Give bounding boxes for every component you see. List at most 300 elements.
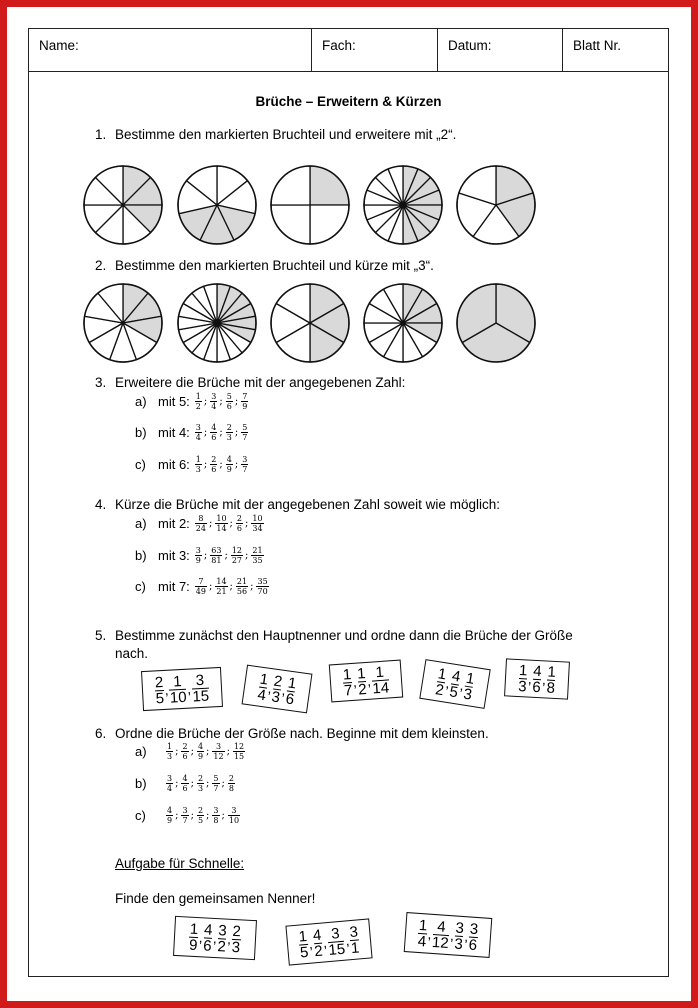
numerator: 1	[547, 663, 557, 681]
numerator: 4	[203, 920, 213, 939]
fraction	[532, 663, 542, 694]
header-row	[29, 29, 668, 72]
denominator: 5	[197, 816, 204, 825]
separator: ;	[190, 746, 194, 757]
denominator: 6	[182, 784, 188, 793]
separator: ,	[226, 930, 232, 947]
t3_items-item-b	[135, 423, 248, 442]
denominator: 8	[228, 784, 234, 793]
separator: ,	[352, 673, 358, 690]
name-label: Name:	[39, 38, 79, 53]
numerator: 12	[233, 742, 245, 751]
separator: ;	[203, 550, 208, 561]
numerator: 4	[450, 667, 462, 686]
denominator: 9	[226, 465, 232, 474]
denominator: 3	[517, 677, 527, 695]
numerator: 3	[217, 921, 228, 940]
separator: ;	[206, 810, 210, 821]
separator: ;	[208, 581, 213, 592]
separator: ,	[281, 681, 288, 699]
task-1: 1. Bestimme den markierten Bruchteil und erweitere mit „2“.	[95, 127, 457, 142]
numerator: 3	[195, 423, 201, 432]
numerator: 4	[211, 423, 217, 432]
numerator: 5	[213, 774, 219, 783]
denominator: 6	[211, 465, 217, 474]
row2-pie-5	[455, 282, 537, 364]
item-label: b)	[135, 425, 147, 440]
t6_items-item-a	[135, 742, 245, 761]
page-title: Brüche – Erweitern & Kürzen	[255, 94, 442, 109]
fraction	[349, 924, 360, 956]
numerator: 10	[252, 514, 263, 523]
numerator: 1	[189, 920, 199, 938]
numerator: 3	[195, 546, 201, 555]
denominator: 3	[270, 687, 282, 706]
denominator: 3	[197, 784, 204, 793]
t5-cards-card-4	[419, 659, 490, 709]
denominator: 3	[195, 465, 201, 474]
separator: ,	[366, 672, 372, 689]
row2-pie-1	[82, 282, 164, 364]
fast-task-heading: Aufgabe für Schnelle:	[115, 856, 245, 871]
item-label: c)	[135, 457, 146, 472]
numerator: 4	[532, 662, 543, 680]
fraction	[468, 921, 478, 953]
item-label: a)	[135, 516, 147, 531]
fraction	[212, 742, 224, 761]
separator: ;	[226, 746, 230, 757]
numerator: 2	[154, 673, 164, 691]
numerator: 2	[232, 922, 242, 940]
fast-cards-card-3	[404, 912, 493, 958]
denominator: 35	[252, 556, 263, 565]
item-label: b)	[135, 776, 147, 791]
subject-field[interactable]	[312, 29, 438, 71]
separator: ,	[541, 671, 547, 688]
numerator: 4	[312, 926, 322, 944]
row2-pie-4	[362, 282, 444, 364]
row1-pie-1	[82, 164, 164, 246]
denominator: 9	[242, 402, 248, 411]
separator: ,	[527, 670, 533, 687]
numerator: 21	[252, 546, 263, 555]
fraction	[228, 806, 240, 825]
separator: ;	[190, 810, 194, 821]
fraction	[166, 806, 173, 825]
row1-pie-5	[455, 164, 537, 246]
fraction	[197, 742, 204, 761]
denominator: 81	[211, 556, 222, 565]
separator: ,	[463, 928, 469, 945]
denominator: 6	[202, 936, 213, 955]
denominator: 34	[252, 524, 263, 533]
fraction	[251, 514, 263, 533]
row1-pie-2	[176, 164, 258, 246]
separator: ,	[212, 929, 218, 947]
denominator: 7	[242, 465, 248, 474]
denominator: 6	[182, 752, 188, 761]
separator: ;	[175, 746, 179, 757]
denominator: 14	[216, 524, 227, 533]
worksheet	[7, 7, 691, 1001]
separator: ;	[229, 518, 233, 529]
task-4: 4. Kürze die Brüche mit der angegebenen Zahl soweit wie möglich:	[95, 497, 500, 512]
denominator: 8	[546, 679, 556, 697]
fraction	[197, 774, 204, 793]
numerator: 4	[226, 455, 232, 464]
separator: ,	[308, 935, 314, 952]
numerator: 1	[195, 455, 201, 464]
denominator: 3	[231, 938, 241, 956]
separator: ,	[427, 925, 433, 942]
denominator: 2	[357, 680, 368, 699]
denominator: 9	[195, 556, 201, 565]
fraction	[212, 806, 219, 825]
fraction	[215, 577, 227, 596]
item-label: c)	[135, 579, 146, 594]
numerator: 1	[297, 927, 308, 946]
denominator: 14	[371, 678, 390, 698]
denominator: 2	[195, 402, 201, 411]
denominator: 27	[231, 556, 243, 565]
subject-label: Fach:	[322, 38, 356, 53]
numerator: 1	[518, 661, 528, 679]
row2-pie-2	[176, 282, 258, 364]
fraction	[226, 423, 233, 442]
fraction	[215, 514, 227, 533]
fraction	[546, 664, 556, 695]
denominator: 6	[468, 935, 478, 954]
separator: ;	[234, 459, 239, 470]
row2-pie-3	[269, 282, 351, 364]
denominator: 6	[284, 689, 296, 708]
numerator: 5	[242, 423, 248, 432]
t3_items-item-a	[135, 392, 248, 411]
numerator: 1	[436, 664, 448, 683]
multiplier-label: mit 5:	[158, 394, 190, 409]
fraction	[226, 392, 233, 411]
fraction	[181, 806, 188, 825]
numerator: 3	[348, 922, 359, 941]
numerator: 3	[167, 774, 173, 783]
fraction	[166, 742, 173, 761]
separator: ,	[164, 681, 169, 698]
separator: ;	[229, 581, 233, 592]
numerator: 1	[418, 916, 428, 935]
numerator: 3	[469, 920, 479, 938]
separator: ;	[203, 459, 208, 470]
denominator: 4	[256, 685, 268, 704]
fraction	[197, 806, 204, 825]
multiplier-label: mit 7:	[158, 579, 190, 594]
denominator: 3	[226, 433, 232, 442]
numerator: 4	[197, 742, 204, 751]
denominator: 15	[233, 752, 245, 761]
date-field[interactable]	[438, 29, 563, 71]
fraction	[181, 774, 188, 793]
item-label: b)	[135, 548, 147, 563]
row1-pie-4	[362, 164, 444, 246]
numerator: 21	[236, 577, 248, 586]
fraction	[371, 664, 390, 696]
separator: ,	[322, 934, 328, 951]
numerator: 2	[272, 672, 284, 691]
fraction	[195, 577, 207, 596]
numerator: 1	[464, 669, 476, 688]
separator: ;	[206, 746, 210, 757]
fraction	[357, 666, 367, 698]
worksheet-frame	[28, 28, 669, 977]
fast-task-instruction: Finde den gemeinsamen Nenner!	[115, 891, 316, 906]
denominator: 5	[299, 943, 310, 962]
denominator: 6	[531, 678, 542, 696]
task-3: 3. Erweitere die Brüche mit der angegebenen Zahl:	[95, 375, 406, 390]
denominator: 24	[195, 524, 206, 533]
fraction	[256, 577, 268, 596]
fraction	[166, 774, 173, 793]
numerator: 12	[231, 546, 243, 555]
denominator: 56	[236, 587, 248, 596]
separator: ;	[190, 778, 194, 789]
numerator: 4	[182, 774, 188, 783]
denominator: 10	[169, 688, 188, 707]
numerator: 2	[211, 455, 217, 464]
separator: ;	[206, 778, 210, 789]
fraction	[236, 577, 248, 596]
separator: ;	[175, 778, 179, 789]
fraction	[195, 514, 207, 533]
denominator: 15	[327, 940, 346, 959]
denominator: 7	[213, 784, 219, 793]
numerator: 3	[242, 455, 248, 464]
t4_items-item-a	[135, 514, 264, 533]
t5-cards-card-5	[504, 658, 570, 699]
denominator: 8	[213, 816, 219, 825]
numerator: 3	[213, 806, 219, 815]
fraction	[210, 546, 222, 565]
denominator: 12	[213, 752, 224, 761]
denominator: 4	[195, 433, 201, 442]
denominator: 2	[217, 937, 227, 956]
fraction	[195, 455, 202, 474]
fraction	[210, 455, 217, 474]
fraction	[241, 423, 248, 442]
denominator: 1	[350, 938, 361, 957]
item-label: a)	[135, 394, 147, 409]
numerator: 3	[231, 806, 237, 815]
separator: ;	[219, 459, 223, 470]
denominator: 9	[188, 936, 198, 954]
t5-cards-card-2	[242, 665, 313, 714]
denominator: 6	[211, 433, 217, 442]
numerator: 10	[216, 514, 227, 523]
fraction	[195, 423, 202, 442]
denominator: 5	[448, 682, 460, 701]
row1-pie-3	[269, 164, 351, 246]
separator: ;	[234, 396, 239, 407]
fraction	[226, 455, 233, 474]
numerator: 63	[211, 546, 222, 555]
t4_items-item-b	[135, 546, 264, 565]
t6_items-item-c	[135, 806, 240, 825]
numerator: 8	[198, 514, 204, 523]
numerator: 3	[211, 392, 217, 401]
fraction	[241, 455, 248, 474]
numerator: 2	[197, 774, 204, 783]
t6_items-item-b	[135, 774, 235, 793]
fraction	[312, 927, 323, 959]
denominator: 12	[431, 933, 450, 952]
t3_items-item-c	[135, 455, 248, 474]
separator: ,	[444, 674, 452, 692]
fraction	[285, 675, 298, 707]
denominator: 6	[236, 524, 243, 533]
numerator: 4	[167, 806, 173, 815]
fraction	[342, 667, 352, 699]
fraction	[431, 918, 450, 950]
fraction	[241, 392, 248, 411]
fraction	[231, 546, 243, 565]
separator: ;	[203, 427, 208, 438]
fraction	[463, 670, 476, 702]
separator: ;	[245, 518, 249, 529]
fraction	[189, 921, 199, 952]
numerator: 1	[258, 670, 270, 689]
denominator: 3	[453, 934, 464, 953]
fraction	[191, 672, 209, 704]
numerator: 7	[198, 577, 204, 586]
fraction	[231, 923, 241, 954]
separator: ;	[208, 518, 213, 529]
fraction	[228, 774, 235, 793]
task-6: 6. Ordne die Brüche der Größe nach. Beginne mit dem kleinsten.	[95, 726, 489, 741]
denominator: 49	[195, 587, 206, 596]
separator: ;	[221, 778, 225, 789]
numerator: 4	[436, 917, 447, 936]
fraction	[169, 673, 187, 705]
numerator: 1	[172, 672, 183, 690]
fraction	[195, 392, 202, 411]
separator: ;	[224, 550, 228, 561]
fraction	[195, 546, 202, 565]
separator: ;	[219, 427, 223, 438]
fraction	[181, 742, 188, 761]
fraction	[454, 920, 464, 952]
fraction	[203, 922, 213, 953]
multiplier-label: mit 4:	[158, 425, 190, 440]
numerator: 7	[242, 392, 248, 401]
sheet-number-field[interactable]	[563, 29, 668, 71]
fast-cards-card-2	[285, 918, 372, 965]
numerator: 1	[374, 663, 385, 681]
numerator: 3	[182, 806, 188, 815]
separator: ,	[344, 932, 350, 949]
numerator: 1	[167, 742, 173, 751]
fraction	[233, 742, 245, 761]
denominator: 4	[417, 932, 427, 950]
numerator: 2	[226, 423, 232, 432]
fraction	[154, 674, 164, 705]
numerator: 1	[356, 664, 367, 683]
separator: ,	[266, 679, 273, 697]
separator: ,	[198, 929, 204, 946]
fraction	[217, 923, 227, 954]
denominator: 4	[211, 402, 217, 411]
task-5-line2: nach.	[115, 646, 149, 661]
denominator: 6	[226, 402, 232, 411]
fraction	[236, 514, 243, 533]
separator: ;	[175, 810, 179, 821]
name-field[interactable]	[29, 29, 312, 71]
separator: ;	[234, 427, 239, 438]
denominator: 70	[257, 587, 268, 596]
sheet-number-label: Blatt Nr.	[573, 38, 622, 53]
numerator: 1	[195, 392, 201, 401]
numerator: 2	[228, 774, 234, 783]
separator: ;	[245, 550, 249, 561]
numerator: 2	[197, 806, 204, 815]
denominator: 9	[167, 816, 173, 825]
denominator: 21	[216, 587, 227, 596]
item-label: a)	[135, 744, 147, 759]
denominator: 10	[228, 816, 240, 825]
denominator: 7	[182, 816, 188, 825]
t5-cards-card-1	[141, 667, 223, 711]
separator: ;	[203, 396, 208, 407]
fraction	[210, 423, 217, 442]
fraction	[210, 392, 217, 411]
numerator: 3	[215, 742, 222, 751]
denominator: 7	[343, 681, 353, 700]
denominator: 5	[155, 689, 165, 707]
fraction	[298, 928, 309, 960]
date-label: Datum:	[448, 38, 492, 53]
multiplier-label: mit 2:	[158, 516, 190, 531]
numerator: 5	[226, 392, 232, 401]
numerator: 3	[330, 924, 341, 943]
separator: ,	[186, 680, 192, 697]
fraction	[518, 663, 528, 694]
task-5: 5. Bestimme zunächst den Hauptnenner und ordne dann die Brüche der Größe	[95, 628, 573, 643]
fraction	[251, 546, 263, 565]
denominator: 9	[197, 752, 204, 761]
denominator: 2	[313, 942, 324, 960]
denominator: 7	[242, 433, 248, 442]
denominator: 4	[167, 784, 173, 793]
item-label: c)	[135, 808, 146, 823]
numerator: 3	[195, 671, 205, 689]
denominator: 3	[167, 752, 173, 761]
separator: ;	[250, 581, 254, 592]
fraction	[326, 925, 345, 957]
task-2: 2. Bestimme den markierten Bruchteil und kürze mit „3“.	[95, 258, 434, 273]
numerator: 2	[182, 742, 188, 751]
numerator: 1	[286, 674, 298, 693]
denominator: 3	[462, 685, 474, 704]
separator: ;	[219, 396, 223, 407]
t5-cards-card-3	[329, 660, 403, 703]
t4_items-item-c	[135, 577, 269, 596]
separator: ,	[458, 676, 466, 694]
numerator: 3	[455, 919, 465, 937]
numerator: 14	[216, 577, 227, 586]
fraction	[212, 774, 219, 793]
denominator: 2	[434, 680, 446, 699]
separator: ;	[221, 810, 225, 821]
numerator: 1	[342, 665, 352, 684]
numerator: 2	[236, 514, 243, 523]
multiplier-label: mit 6:	[158, 457, 190, 472]
